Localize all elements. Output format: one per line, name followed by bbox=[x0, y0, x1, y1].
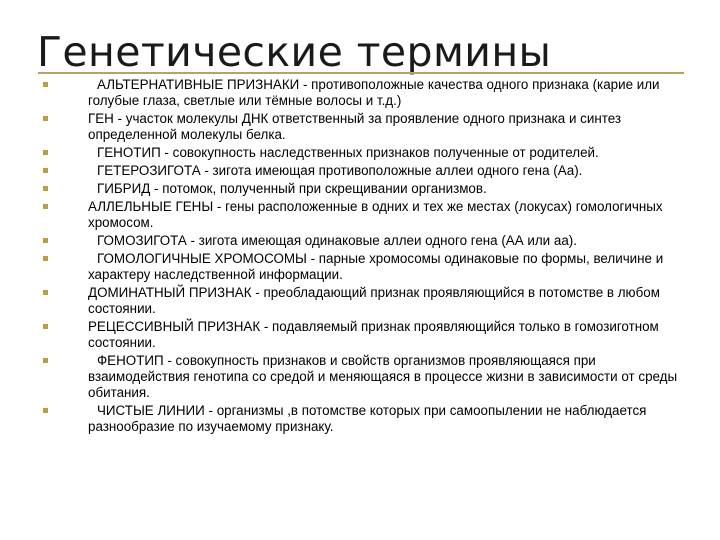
term-name: ГЕНОТИП bbox=[97, 145, 161, 160]
square-bullet-icon bbox=[43, 186, 48, 191]
term-item-homologous-chromosomes bbox=[43, 251, 693, 283]
square-bullet-icon bbox=[43, 324, 48, 329]
term-definition: - парные хромосомы одинаковые по формы, величине и характеру наследственной информации. bbox=[88, 251, 664, 282]
term-definition: - потомок, полученный при скрещивании организмов. bbox=[150, 181, 487, 196]
term-definition: - зигота имеющая противоположные аллеи одного гена (Аа). bbox=[200, 163, 583, 178]
term-item-hybrid bbox=[43, 181, 693, 197]
term-name: АЛЛЕЛЬНЫЕ ГЕНЫ bbox=[88, 199, 214, 214]
term-item-gene bbox=[43, 111, 693, 143]
term-definition: - организмы ,в потомстве которых при самоопылении не наблюдается разнообразие по изучаемому признаку. bbox=[88, 403, 647, 434]
term-name: ГЕТЕРОЗИГОТА bbox=[97, 163, 201, 178]
term-item-genotype bbox=[43, 145, 693, 161]
term-definition: - преобладающий признак проявляющийся в потомстве в любом состоянии. bbox=[88, 285, 660, 316]
square-bullet-icon bbox=[43, 238, 48, 243]
slide-title: Генетические термины bbox=[37, 28, 552, 76]
term-definition: - подавляемый признак проявляющийся только в гомозиготном состоянии. bbox=[88, 319, 659, 350]
term-name: ДОМИНАТНЫЙ ПРИЗНАК bbox=[88, 285, 252, 300]
square-bullet-icon bbox=[43, 116, 48, 121]
term-name: ЧИСТЫЕ ЛИНИИ bbox=[97, 403, 205, 418]
square-bullet-icon bbox=[43, 168, 48, 173]
term-name: АЛЬТЕРНАТИВНЫЕ ПРИЗНАКИ bbox=[97, 77, 300, 92]
term-item-allelic-genes bbox=[43, 199, 693, 231]
square-bullet-icon bbox=[43, 290, 48, 295]
term-name: РЕЦЕССИВНЫЙ ПРИЗНАК bbox=[88, 319, 261, 334]
term-item-pure-lines bbox=[43, 403, 693, 435]
square-bullet-icon bbox=[43, 358, 48, 363]
term-item-alternative-traits bbox=[43, 77, 693, 109]
term-definition: - гены расположенные в одних и тех же местах (локусах) гомологичных хромосом. bbox=[88, 199, 663, 230]
term-item-heterozygote bbox=[43, 163, 693, 179]
square-bullet-icon bbox=[43, 150, 48, 155]
term-definition: - противоположные качества одного признака (карие или голубые глаза, светлые или тёмные волосы и т.д.) bbox=[88, 77, 660, 108]
term-definition: - зигота имеющая одинаковые аллеи одного гена (АА или аа). bbox=[186, 233, 577, 248]
term-name: ГИБРИД bbox=[97, 181, 151, 196]
square-bullet-icon bbox=[43, 256, 48, 261]
square-bullet-icon bbox=[43, 204, 48, 209]
term-item-dominant-trait bbox=[43, 285, 693, 317]
term-name: ГОМОЛОГИЧНЫЕ ХРОМОСОМЫ bbox=[97, 251, 307, 266]
title-underline bbox=[38, 72, 684, 74]
term-name: ГОМОЗИГОТА bbox=[97, 233, 187, 248]
terms-list bbox=[43, 77, 693, 437]
term-item-phenotype bbox=[43, 353, 693, 401]
term-name: ФЕНОТИП bbox=[97, 353, 164, 368]
term-definition: - участок молекулы ДНК ответственный за проявление одного признака и синтез определенной молекулы белка. bbox=[88, 111, 622, 142]
square-bullet-icon bbox=[43, 408, 48, 413]
term-definition: - совокупность признаков и свойств организмов проявляющаяся при взаимодействия генотипа со средой и меняющаяся в процессе жизни в зависимости от среды обитания. bbox=[88, 353, 678, 400]
term-name: ГЕН bbox=[88, 111, 114, 126]
term-definition: - совокупность наследственных признаков полученные от родителей. bbox=[160, 145, 599, 160]
square-bullet-icon bbox=[43, 82, 48, 87]
term-item-recessive-trait bbox=[43, 319, 693, 351]
term-item-homozygote bbox=[43, 233, 693, 249]
